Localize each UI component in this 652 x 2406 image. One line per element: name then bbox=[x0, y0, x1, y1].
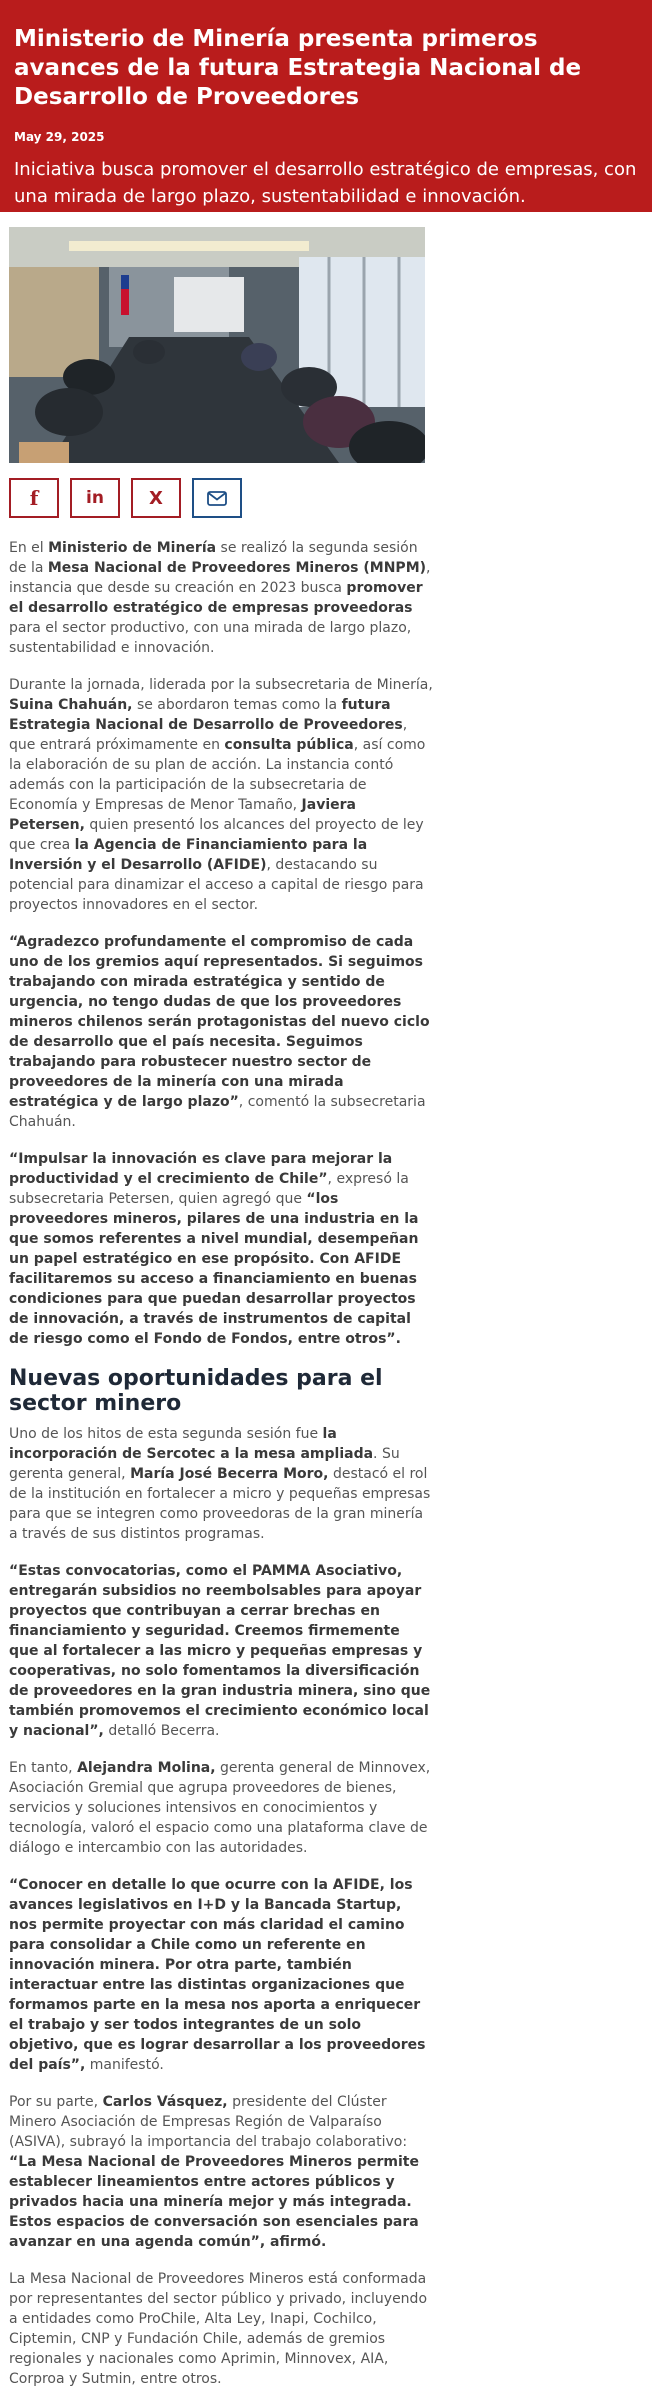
bold-text: consulta pública bbox=[224, 737, 354, 753]
text-run: para el sector productivo, con una mirada de largo plazo, sustentabilidad e innovación. bbox=[9, 620, 412, 656]
article-title: Ministerio de Minería presenta primeros avances de la futura Estrategia Nacional de Desarrollo de Proveedores bbox=[14, 26, 582, 110]
share-facebook-button[interactable] bbox=[9, 478, 59, 518]
text-run: , que entrará próximamente en bbox=[9, 717, 408, 753]
bold-text: “La Mesa Nacional de Proveedores Mineros permite establecer lineamientos entre actores públicos y privados hacia una minería mejor y más integrada. Estos espacios de conversación son esenciales para avanzar en una agenda común”, afirmó. bbox=[9, 2154, 419, 2250]
article-body bbox=[9, 538, 433, 2389]
text-run: , comentó la subsecretaria Chahuán. bbox=[9, 1094, 426, 1130]
share-linkedin-button[interactable] bbox=[70, 478, 120, 518]
bold-text: la incorporación de Sercotec a la mesa ampliada bbox=[9, 1426, 374, 1462]
bold-text: Mesa Nacional de Proveedores Mineros (MNPM) bbox=[47, 560, 427, 576]
bold-text: Alejandra Molina, bbox=[77, 1760, 216, 1776]
text-run: se abordaron temas como la bbox=[132, 697, 342, 713]
paragraph-4 bbox=[9, 1149, 433, 1349]
text-run: La Mesa Nacional de Proveedores Mineros está conformada por representantes del sector público y privado, incluyendo a entidades como ProChile, Alta Ley, Inapi, Cochilco, Ciptemin, CNP y Fundación Chile, además de gremios regionales y nacionales como Aprimin, Minnovex, AIA, Corproa y Sutmin, entre otros. bbox=[9, 2271, 428, 2387]
text-run: Por su parte, bbox=[9, 2094, 103, 2110]
bold-text: la Agencia de Financiamiento para la Inversión y el Desarrollo (AFIDE) bbox=[9, 837, 368, 873]
paragraph-7 bbox=[9, 1758, 433, 1858]
article-lede: Iniciativa busca promover el desarrollo estratégico de empresas, con una mirada de largo plazo, sustentabilidad e innovación. bbox=[14, 159, 637, 207]
bold-text: “Agradezco profundamente el compromiso de cada uno de los gremios aquí representados. Si seguimos trabajando con mirada estratégica y sentido de urgencia, no tengo dudas de que los proveedores mineros chilenos serán protagonistas del nuevo ciclo de desarrollo que el país necesita. Seguimos trabajando para robustecer nuestro sector de proveedores de la minería con una mirada estratégica y de largo plazo” bbox=[9, 934, 430, 1110]
section-heading: Nuevas oportunidades para el sector minero bbox=[9, 1366, 383, 1416]
mail-icon bbox=[207, 491, 227, 506]
bold-text: “Impulsar la innovación es clave para mejorar la productividad y el crecimiento de Chile” bbox=[9, 1151, 393, 1187]
text-run: gerenta general de Minnovex, Asociación Gremial que agrupa proveedores de bienes, servicios y soluciones intensivos en conocimientos y tecnología, valoró el espacio como una plataforma clave de diálogo e intercambio con las autoridades. bbox=[9, 1760, 431, 1856]
text-run: quien presentó los alcances del proyecto de ley que crea bbox=[9, 817, 424, 853]
bold-text: “Conocer en detalle lo que ocurre con la AFIDE, los avances legislativos en I+D y la Bancada Startup, nos permite proyectar con más claridad el camino para consolidar a Chile como un referente en innovación minera. Por otra parte, también interactuar entre las distintas organizaciones que formamos parte en la mesa nos aporta a enriquecer el trabajo y ser todos integrantes de un solo objetivo, que es lograr desarrollar a los proveedores del país”, bbox=[9, 1877, 426, 2073]
bold-text: Javiera Petersen, bbox=[9, 797, 356, 833]
meeting-photo bbox=[9, 227, 425, 463]
text-run: manifestó. bbox=[85, 2057, 164, 2073]
paragraph-5 bbox=[9, 1424, 433, 1544]
publish-date: May 29, 2025 bbox=[14, 130, 105, 144]
bold-text: Ministerio de Minería bbox=[48, 540, 217, 556]
text-run: destacó el rol de la institución en fortalecer a micro y pequeñas empresas para que se integren como proveedoras de la gran minería a través de sus distintos programas. bbox=[9, 1466, 431, 1542]
paragraph-9 bbox=[9, 2092, 433, 2252]
share-x-button[interactable] bbox=[131, 478, 181, 518]
bold-text: promover el desarrollo estratégico de empresas proveedoras bbox=[9, 580, 423, 616]
bold-text: Suina Chahuán, bbox=[9, 697, 133, 713]
paragraph-10 bbox=[9, 2269, 433, 2389]
text-run: se realizó la segunda sesión de la bbox=[9, 540, 418, 576]
text-run: Durante la jornada, liderada por la subsecretaria de Minería, bbox=[9, 677, 433, 693]
paragraph-8 bbox=[9, 1875, 433, 2075]
bold-text: futura Estrategia Nacional de Desarrollo de Proveedores bbox=[9, 697, 403, 733]
bold-text: María José Becerra Moro, bbox=[130, 1466, 329, 1482]
text-run: Uno de los hitos de esta segunda sesión fue bbox=[9, 1426, 323, 1442]
text-run: , destacando su potencial para dinamizar el acceso a capital de riesgo para proyectos innovadores en el sector. bbox=[9, 857, 424, 913]
text-run: detalló Becerra. bbox=[103, 1723, 220, 1739]
text-run: . Su gerenta general, bbox=[9, 1446, 400, 1482]
text-run: , expresó la subsecretaria Petersen, quien agregó que bbox=[9, 1171, 409, 1207]
facebook-icon: f bbox=[29, 486, 39, 510]
text-run: En tanto, bbox=[9, 1760, 78, 1776]
text-run: , instancia que desde su creación en 2023 busca bbox=[9, 560, 431, 596]
paragraph-3 bbox=[9, 932, 433, 1132]
text-run: presidente del Clúster Minero Asociación de Empresas Región de Valparaíso (ASIVA), subrayó la importancia del trabajo colaborativo: bbox=[9, 2094, 408, 2150]
linkedin-icon: in bbox=[86, 488, 104, 508]
meeting-room-image bbox=[9, 227, 425, 463]
article-content bbox=[9, 227, 433, 2389]
bold-text: Carlos Vásquez, bbox=[102, 2094, 228, 2110]
paragraph-6 bbox=[9, 1561, 433, 1741]
paragraph-2 bbox=[9, 675, 433, 915]
article-header bbox=[0, 0, 652, 212]
bold-text: “los proveedores mineros, pilares de una industria en la que somos referentes a nivel mundial, desempeñan un papel estratégico en ese propósito. Con AFIDE facilitaremos su acceso a financiamiento en buenas condiciones para que puedan desarrollar proyectos de innovación, a través de instrumentos de capital de riesgo como el Fondo de Fondos, entre otros”. bbox=[9, 1191, 419, 1347]
text-run: , así como la elaboración de su plan de acción. La instancia contó además con la participación de la subsecretaria de Economía y Empresas de Menor Tamaño, bbox=[9, 737, 426, 813]
share-bar bbox=[9, 478, 433, 518]
x-icon: X bbox=[149, 487, 163, 509]
paragraph-1 bbox=[9, 538, 433, 658]
share-mail-button[interactable] bbox=[192, 478, 242, 518]
bold-text: “Estas convocatorias, como el PAMMA Asociativo, entregarán subsidios no reembolsables para apoyar proyectos que contribuyan a cerrar brechas en financiamiento y seguridad. Creemos firmemente que al fortalecer a las micro y pequeñas empresas y cooperativas, no solo fomentamos la diversificación de proveedores en la gran industria minera, sino que también promovemos el crecimiento económico local y nacional”, bbox=[9, 1563, 431, 1739]
text-run: En el bbox=[9, 540, 49, 556]
